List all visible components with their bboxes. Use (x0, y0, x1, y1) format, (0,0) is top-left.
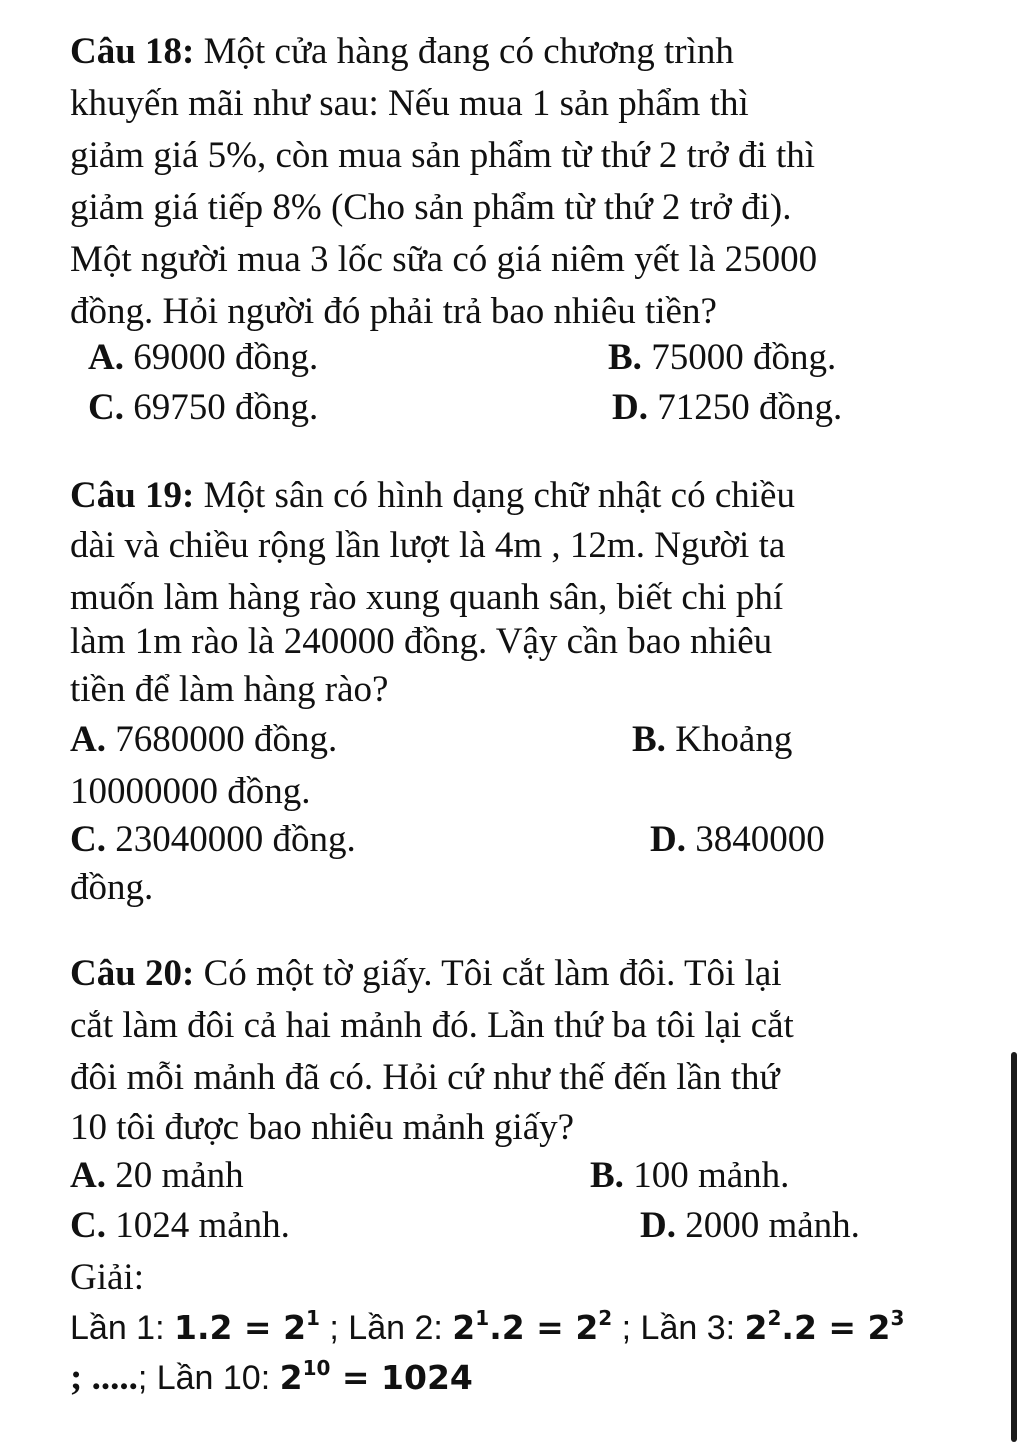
option-key: B. (632, 719, 666, 760)
option-text: 1024 mảnh. (105, 1205, 290, 1246)
q19-line-5: tiền để làm hàng rào? (70, 669, 389, 710)
step2-b-exp: 2 (598, 1306, 613, 1330)
ellipsis: ; ..... (70, 1357, 138, 1398)
q20-text-1: Có một tờ giấy. Tôi cắt làm đôi. Tôi lại (194, 953, 782, 994)
step2-b: .2 = 2 (489, 1308, 599, 1347)
q20-line-1 (70, 952, 782, 996)
option-key: C. (70, 1205, 106, 1246)
option-key: A. (70, 719, 106, 760)
q19-line-4: làm 1m rào là 240000 đồng. Vậy cần bao nhiêu (70, 621, 773, 662)
step1-exp: 1 (306, 1306, 320, 1330)
option-text: 3840000 (685, 819, 825, 860)
solution-title: Giải: (70, 1257, 144, 1298)
q19-option-b (632, 718, 792, 762)
q20-line-3: đôi mỗi mảnh đã có. Hỏi cứ như thế đến lần thứ (70, 1057, 780, 1098)
step2-a-exp: 1 (475, 1306, 490, 1330)
option-key: D. (650, 819, 686, 860)
option-key: B. (608, 337, 642, 378)
step2-math (452, 1308, 612, 1347)
option-text: 69000 đồng. (123, 337, 319, 378)
q18-label: Câu 18: (70, 31, 195, 72)
q18-line-2: khuyến mãi như sau: Nếu mua 1 sản phẩm thì (70, 83, 749, 124)
q18-option-b (608, 336, 836, 380)
q18-text-1: Một cửa hàng đang có chương trình (194, 31, 734, 72)
option-text: 20 mảnh (105, 1155, 244, 1196)
option-key: B. (590, 1155, 624, 1196)
option-text: 75000 đồng. (641, 337, 837, 378)
q19-label: Câu 19: (70, 475, 195, 516)
q20-label: Câu 20: (70, 953, 195, 994)
step3-b-exp: 3 (890, 1306, 905, 1330)
step10-base: 2 (279, 1358, 303, 1397)
step3-a-exp: 2 (767, 1306, 782, 1330)
q20-option-c (70, 1204, 290, 1248)
option-key: A. (88, 337, 124, 378)
option-key: C. (70, 819, 106, 860)
step2-a: 2 (452, 1308, 476, 1347)
q20-line-2: cắt làm đôi cả hai mảnh đó. Lần thứ ba tôi lại cắt (70, 1005, 794, 1046)
q18-line-5: Một người mua 3 lốc sữa có giá niêm yết là 25000 (70, 239, 818, 280)
step3-b: .2 = 2 (781, 1308, 891, 1347)
step2-label: ; Lần 2: (319, 1309, 453, 1347)
step3-a: 2 (744, 1308, 768, 1347)
option-text: 71250 đồng. (647, 387, 843, 428)
option-text: 7680000 đồng. (105, 719, 338, 760)
option-key: D. (612, 387, 648, 428)
q19-option-a (70, 718, 337, 762)
step10-label: ; Lần 10: (137, 1359, 280, 1397)
q18-option-a (88, 336, 318, 380)
step10-rest: = 1024 (330, 1358, 473, 1397)
step1-base: 1.2 = 2 (173, 1308, 307, 1347)
q19-option-c (70, 818, 356, 862)
q18-option-c (88, 386, 318, 430)
q18-line-6: đồng. Hỏi người đó phải trả bao nhiêu tiền? (70, 291, 717, 332)
q20-option-b (590, 1154, 789, 1198)
option-text: Khoảng (665, 719, 793, 760)
q19-option-d-cont: đồng. (70, 867, 154, 908)
q18-line-4: giảm giá tiếp 8% (Cho sản phẩm từ thứ 2 trở đi). (70, 187, 792, 228)
q20-option-d (640, 1204, 860, 1248)
option-text: 100 mảnh. (623, 1155, 790, 1196)
q19-option-b-cont: 10000000 đồng. (70, 771, 311, 812)
solution-line-1 (70, 1306, 904, 1350)
q19-line-1 (70, 474, 795, 518)
q19-line-2: dài và chiều rộng lần lượt là 4m , 12m. Người ta (70, 525, 786, 566)
step10-exp: 10 (302, 1356, 331, 1380)
q19-option-d (650, 818, 825, 862)
option-text: 69750 đồng. (123, 387, 319, 428)
option-key: C. (88, 387, 124, 428)
step1-label: Lần 1: (70, 1309, 174, 1347)
step10-math (280, 1358, 473, 1397)
q18-option-d (612, 386, 842, 430)
solution-line-2 (70, 1356, 473, 1400)
option-key: D. (640, 1205, 676, 1246)
q20-option-a (70, 1154, 244, 1198)
q20-line-4: 10 tôi được bao nhiêu mảnh giấy? (70, 1107, 575, 1148)
option-key: A. (70, 1155, 106, 1196)
q18-line-1 (70, 30, 734, 74)
option-text: 2000 mảnh. (675, 1205, 860, 1246)
option-text: 23040000 đồng. (105, 819, 356, 860)
step1-math (174, 1308, 320, 1347)
step3-math (745, 1308, 905, 1347)
scrollbar[interactable] (1011, 1052, 1017, 1442)
q19-text-1: Một sân có hình dạng chữ nhật có chiều (194, 475, 795, 516)
q18-line-3: giảm giá 5%, còn mua sản phẩm từ thứ 2 trở đi thì (70, 135, 816, 176)
step3-label: ; Lần 3: (612, 1309, 745, 1347)
q19-line-3: muốn làm hàng rào xung quanh sân, biết chi phí (70, 577, 784, 618)
